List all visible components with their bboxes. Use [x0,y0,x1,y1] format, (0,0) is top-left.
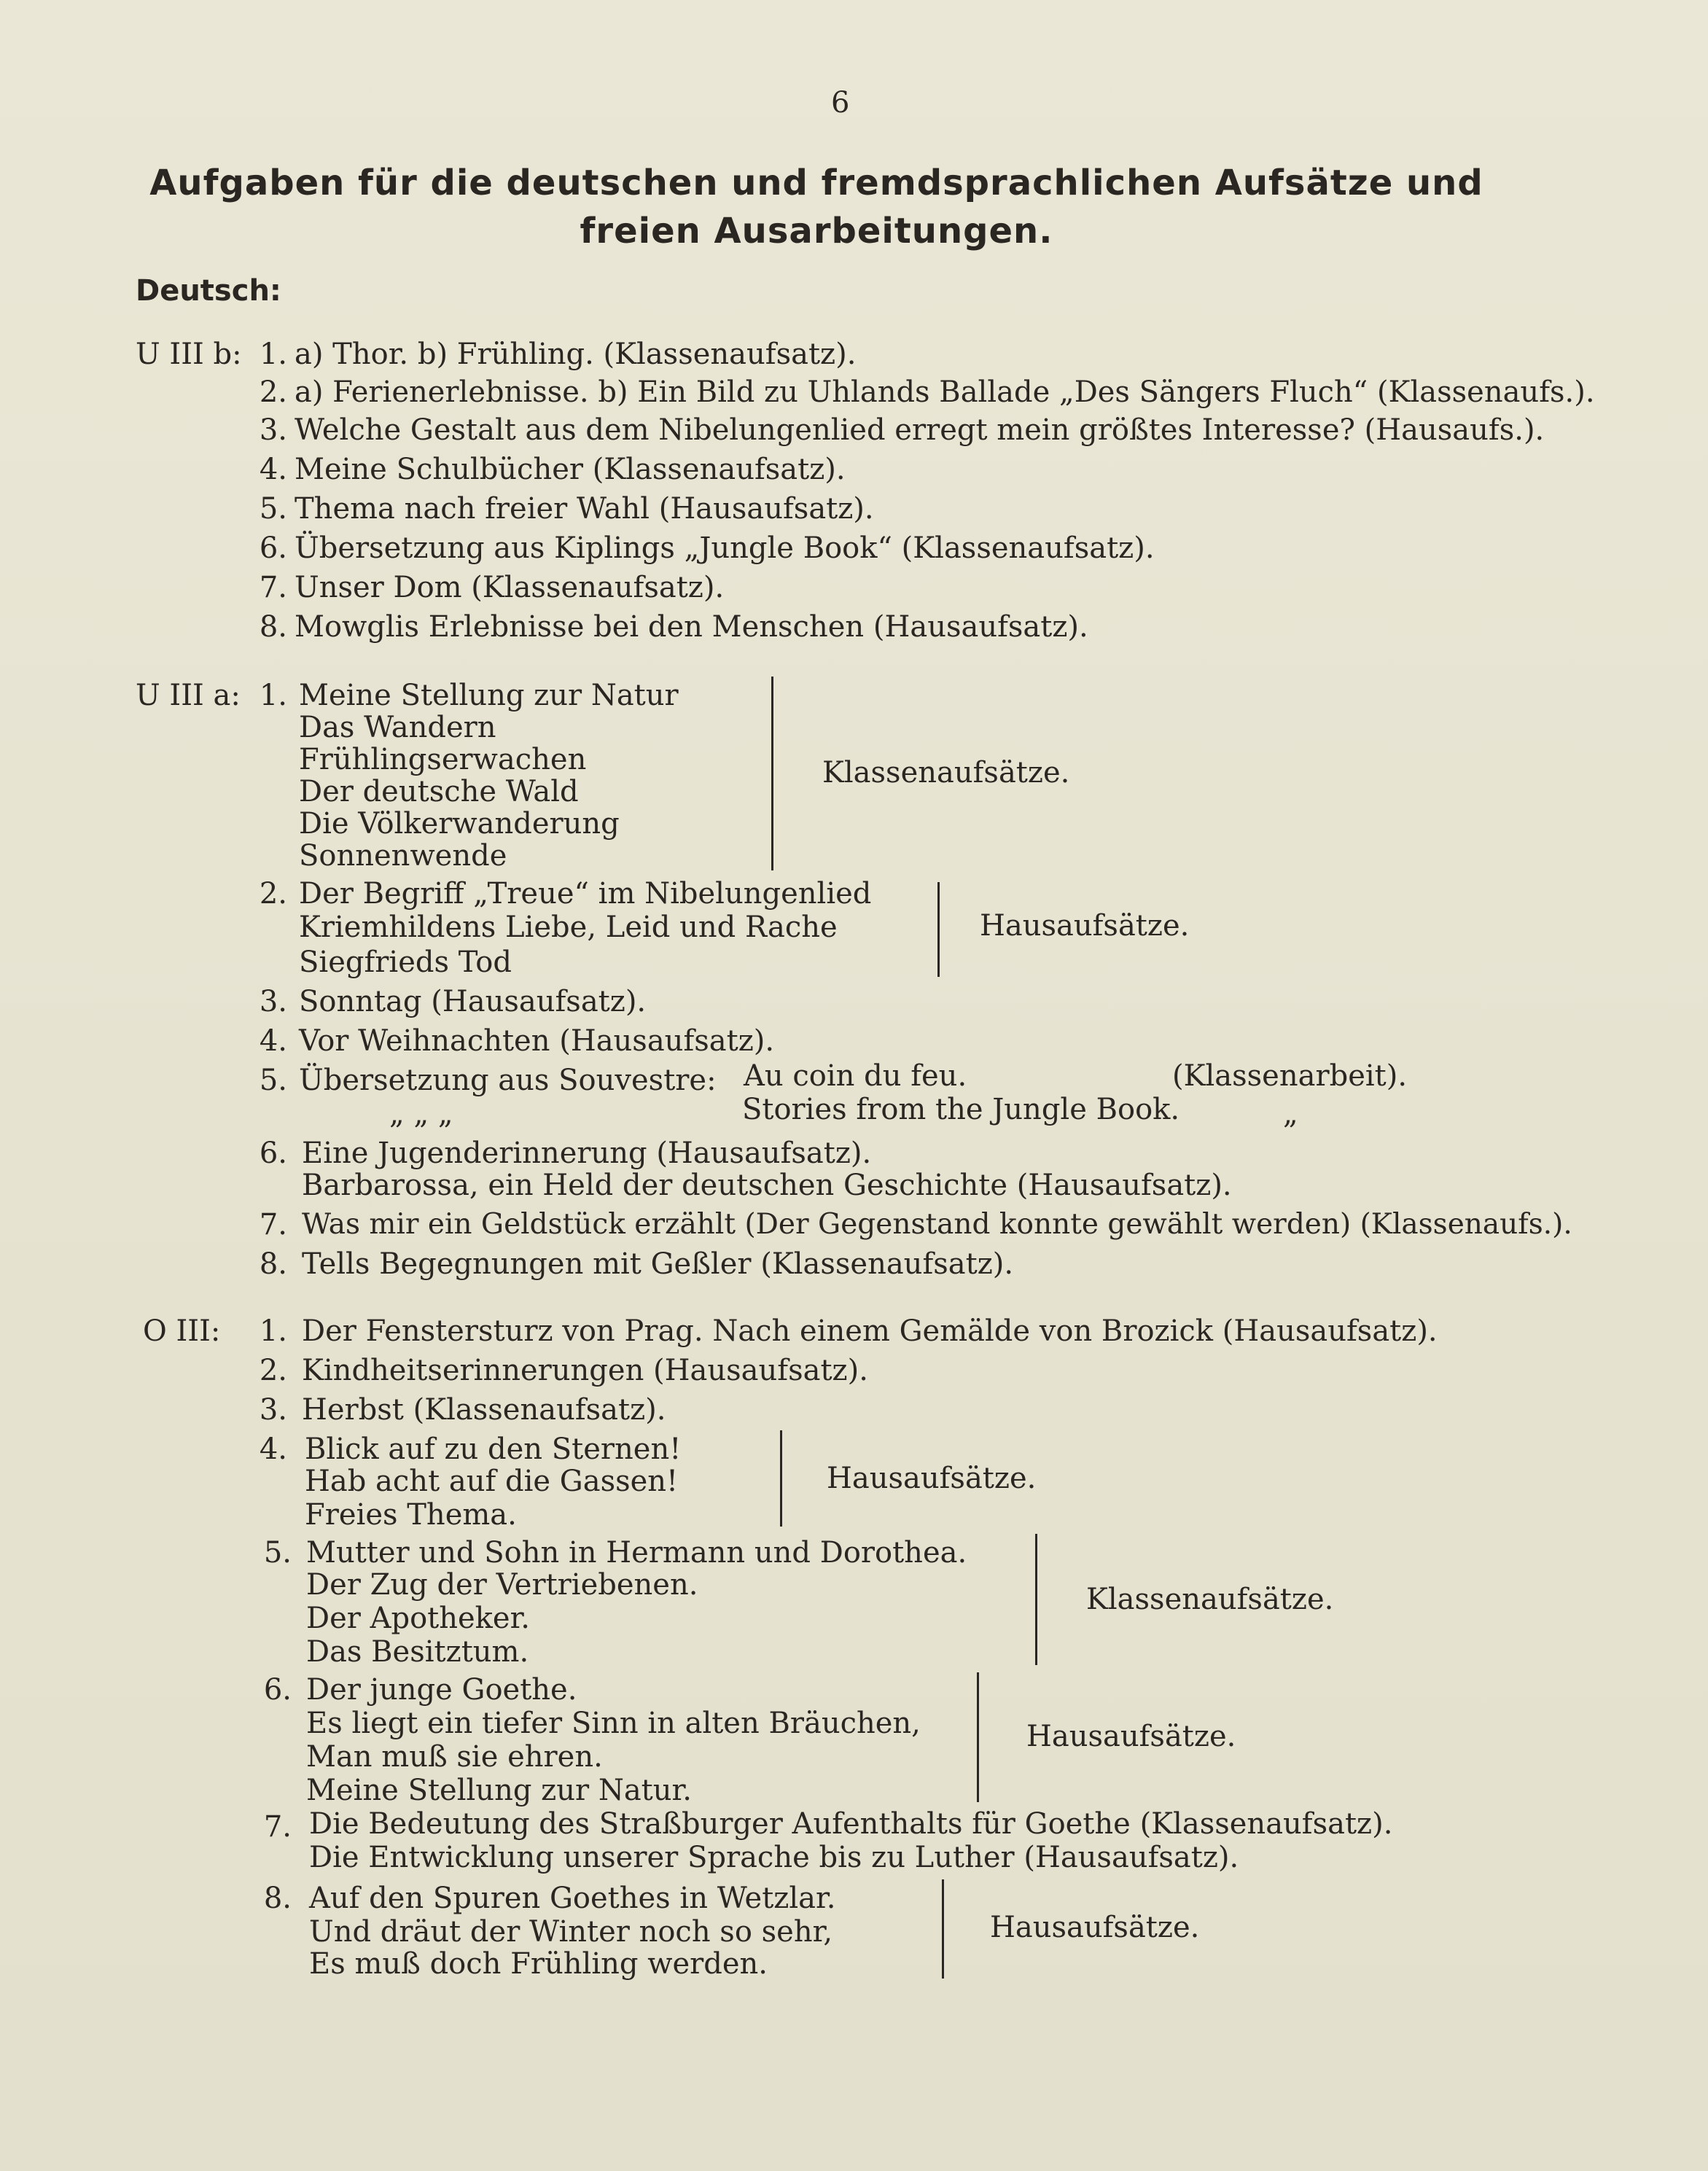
brace-bracket [972,1672,983,1802]
item-text: a) Thor. b) Frühling. (Klassenaufsatz). [295,338,857,371]
brace-label: Hausaufsätze. [980,909,1190,943]
item-line: Der Apotheker. [306,1602,531,1635]
brace-label: Hausaufsätze. [827,1462,1037,1495]
item-number: 8. [263,1882,292,1915]
item-text: Vor Weihnachten (Hausaufsatz). [299,1024,775,1058]
brace-label: Klassenaufsätze. [1086,1583,1334,1616]
item-number: 1. [259,1314,287,1348]
item-number: 5. [263,1536,292,1570]
item-number: 6. [259,531,287,565]
item-line: Siegfrieds Tod [299,946,512,979]
item-number: 3. [259,985,287,1018]
item-line: Kriemhildens Liebe, Leid und Rache [299,911,838,944]
item-text: Übersetzung aus Kiplings „Jungle Book“ (Klassenaufsatz). [295,531,1155,565]
item-text: Meine Schulbücher (Klassenaufsatz). [295,453,846,486]
item-number: 2. [259,1354,287,1387]
item-number: 7. [263,1810,292,1844]
item-number: 6. [263,1673,292,1707]
item-line: Und dräut der Winter noch so sehr, [309,1915,833,1949]
item-text: a) Ferienerlebnisse. b) Ein Bild zu Uhlands Ballade „Des Sängers Fluch“ (Klassenaufs.). [295,375,1595,409]
item-number: 4. [259,1024,287,1058]
item-text: Thema nach freier Wahl (Hausaufsatz). [295,492,874,526]
item-line: Mutter und Sohn in Hermann und Dorothea. [306,1536,967,1570]
item-line: Der Begriff „Treue“ im Nibelungenlied [299,877,872,911]
item-number: 7. [259,1208,287,1242]
item-text: Übersetzung aus Souvestre: [299,1064,717,1097]
item-number: 1. [259,338,287,371]
item-text: Unser Dom (Klassenaufsatz). [295,571,725,604]
item-line: Frühlingserwachen [299,743,587,776]
section-heading-deutsch: Deutsch: [136,274,281,308]
brace-bracket [767,677,777,870]
ditto-marks: „ [1283,1097,1298,1131]
item-line: Die Entwicklung unserer Sprache bis zu Luther (Hausaufsatz). [309,1841,1239,1874]
item-line: Sonnenwende [299,839,507,873]
brace-label: Hausaufsätze. [1026,1720,1236,1753]
item-text: Tells Begegnungen mit Geßler (Klassenaufsatz). [302,1247,1014,1281]
brace-bracket [933,882,943,977]
class-label-oiii: O III: [143,1314,221,1348]
item-line: Das Besitztum. [306,1635,529,1669]
brace-bracket [937,1879,948,1979]
item-line: Auf den Spuren Goethes in Wetzlar. [309,1882,836,1915]
item-text: Kindheitserinnerungen (Hausaufsatz). [302,1354,868,1387]
item-number: 6. [259,1137,287,1170]
item-number: 2. [259,375,287,409]
item-number: 5. [259,492,287,526]
item-number: 8. [259,610,287,644]
item-line: Der junge Goethe. [306,1673,577,1707]
item-line: Der deutsche Wald [299,775,579,808]
item-number: 4. [259,1433,287,1466]
class-label-uiiia: U III a: [136,679,241,712]
work-title: Au coin du feu. [744,1059,967,1093]
brace-bracket [776,1430,786,1527]
item-text: Welche Gestalt aus dem Nibelungenlied erregt mein größtes Interesse? (Hausaufs.). [295,413,1545,447]
item-line: Blick auf zu den Sternen! [305,1433,682,1466]
brace-label: Hausaufsätze. [990,1911,1200,1944]
item-text: Sonntag (Hausaufsatz). [299,985,647,1018]
page-title: Aufgaben für die deutschen und fremdsprachlichen Aufsätze und freien Ausarbeitungen. [149,163,1483,252]
item-number: 7. [259,571,287,604]
item-number: 3. [259,413,287,447]
item-line: Das Wandern [299,711,496,744]
work-title: Stories from the Jungle Book. [742,1093,1180,1126]
item-line: Man muß sie ehren. [306,1740,603,1774]
item-number: 2. [259,877,287,911]
item-line: Die Völkerwanderung [299,807,620,841]
item-text: Was mir ein Geldstück erzählt (Der Gegenstand konnte gewählt werden) (Klassenaufs.). [302,1208,1572,1241]
item-line: Die Bedeutung des Straßburger Aufenthalts für Goethe (Klassenaufsatz). [309,1807,1393,1841]
item-number: 1. [259,679,287,712]
item-line: Freies Thema. [305,1498,517,1532]
item-text: Der Fenstersturz von Prag. Nach einem Gemälde von Brozick (Hausaufsatz). [302,1314,1438,1348]
brace-label: Klassenaufsätze. [822,756,1070,790]
class-label-uiiib: U III b: [136,338,242,371]
item-text: Mowglis Erlebnisse bei den Menschen (Hausaufsatz). [295,610,1088,644]
item-line: Es liegt ein tiefer Sinn in alten Bräuchen, [306,1707,921,1740]
page-number: 6 [831,86,850,120]
item-line: Meine Stellung zur Natur. [306,1774,692,1807]
item-number: 8. [259,1247,287,1281]
item-number: 4. [259,453,287,486]
brace-bracket [1031,1534,1041,1665]
item-line: Meine Stellung zur Natur [299,679,679,712]
item-number: 3. [259,1393,287,1427]
item-line: Eine Jugenderinnerung (Hausaufsatz). [302,1137,872,1170]
work-note: (Klassenarbeit). [1172,1059,1408,1093]
item-line: Hab acht auf die Gassen! [305,1465,679,1498]
ditto-marks: „ „ „ [389,1097,453,1131]
item-line: Der Zug der Vertriebenen. [306,1568,698,1602]
item-line: Es muß doch Frühling werden. [309,1947,768,1981]
item-line: Barbarossa, ein Held der deutschen Geschichte (Hausaufsatz). [302,1169,1232,1202]
item-text: Herbst (Klassenaufsatz). [302,1393,666,1427]
item-number: 5. [259,1064,287,1097]
